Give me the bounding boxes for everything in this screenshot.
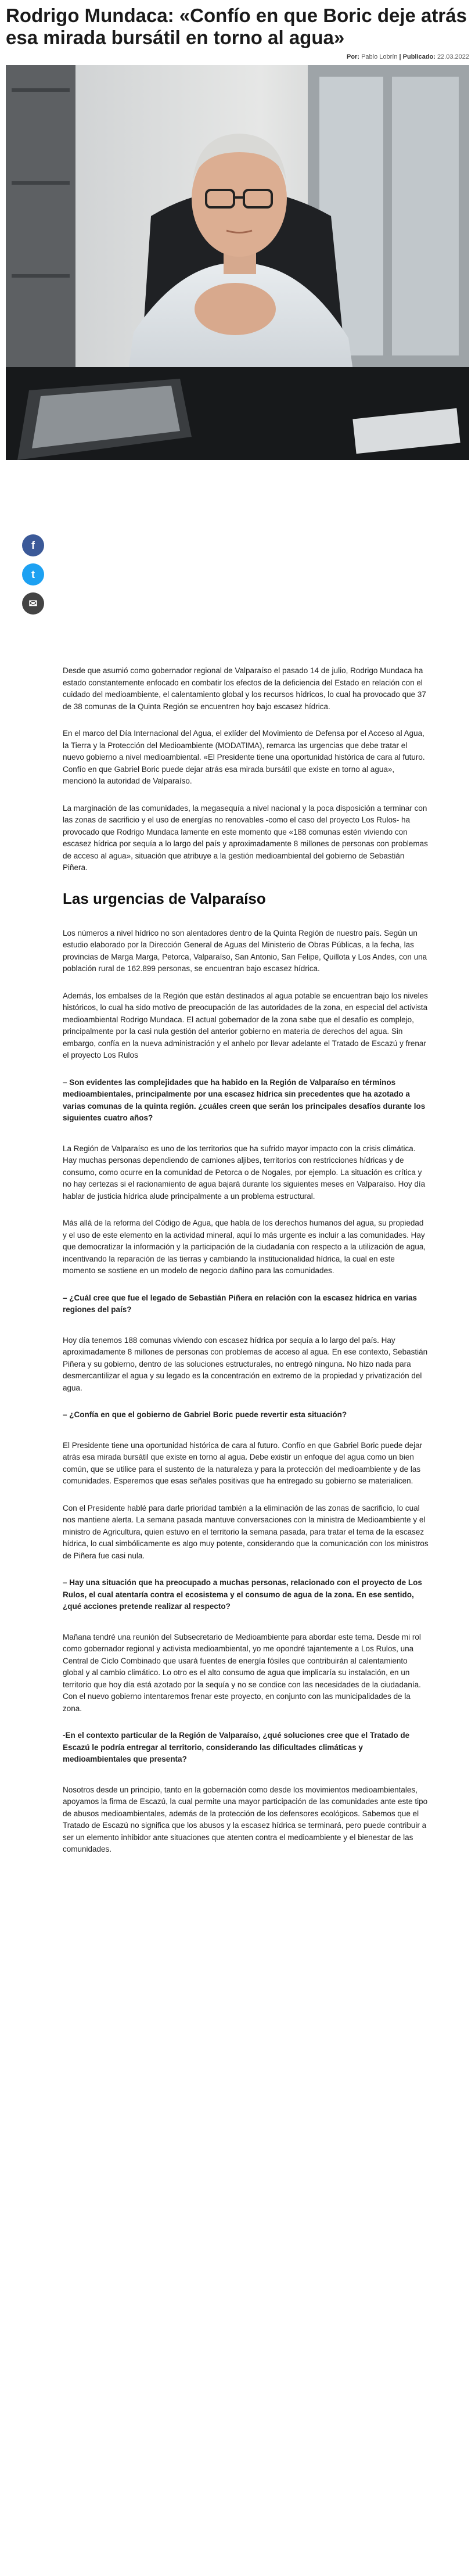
interview-question: – ¿Cuál cree que fue el legado de Sebastián Piñera en relación con la escasez hídrica en varias regiones del país? xyxy=(63,1293,418,1314)
article-body xyxy=(63,665,429,1871)
interview-question: – ¿Confía en que el gobierno de Gabriel Boric puede revertir esta situación? xyxy=(63,1410,347,1419)
paragraph: Hoy día tenemos 188 comunas viviendo con escasez hídrica por sequía a lo largo del país. Hay aproximadamente 8 millones de personas con problemas de acceso al agua. En ese contexto, Sebastián Piñera y su gobierno, dentro de las soluciones estructurales, no entregó ninguna. No hizo nada para desmercantilizar el agua y su legado es la concentración en extremo de la propiedad y privatización del agua. xyxy=(63,1335,428,1392)
paragraph: Desde que asumió como gobernador regional de Valparaíso el pasado 14 de julio, Rodrigo Mundaca ha estado constantemente enfocado en combatir los efectos de la deficiencia del Estado en relación con el cuidado del medioambiente, el calentamiento global y los recursos hídricos, lo cual ha provocado que 37 de 38 comunas de la Quinta Región se encuentren hoy bajo escasez hídrica. xyxy=(63,666,426,711)
hero-photo xyxy=(6,65,469,460)
paragraph: Más allá de la reforma del Código de Agua, que habla de los derechos humanos del agua, su propiedad y el uso de este elemento en la actividad mineral, aquí lo más urgente es incluir a las comunidades. Hay que democratizar la información y la participación de la ciudadanía con respecto a la utilización de agua, incentivando la reparación de las tierras y cambiando la institucionalidad hídrica, la cual en este momento se sostiene en un modelo de negocio dañino para las comunidades. xyxy=(63,1219,426,1275)
author-name[interactable]: Pablo Lobrín xyxy=(361,53,398,60)
facebook-icon: f xyxy=(31,539,35,551)
paragraph: La marginación de las comunidades, la megasequía a nivel nacional y la poca disposición a terminar con las zonas de sacrificio y el uso de energías no renovables -como el caso del proyecto Los Rulos- ha provocado que Rodrigo Mundaca lamente en este momento que «188 comunas estén viviendo con escasez hídrica por sequía a lo largo del país y aproximadamente 8 millones de personas con problemas de acceso al agua», situación que atribuye a la gestión medioambiental del gobierno de Sebastián Piñera. xyxy=(63,803,428,872)
paragraph: En el marco del Día Internacional del Agua, el exlíder del Movimiento de Defensa por el Acceso al Agua, la Tierra y la Protección del Medioambiente (MODATIMA), remarca las urgencias que debe tratar el nuevo gobierno a nivel medioambiental. «El Presidente tiene una oportunidad histórica de cara al futuro. Confío en que Gabriel Boric puede dejar atrás esa mirada bursátil que existe en torno al agua», mencionó la autoridad de Valparaíso. xyxy=(63,729,425,785)
paragraph: Mañana tendré una reunión del Subsecretario de Medioambiente para abordar este tema. Desde mi rol como gobernador regional y activista medioambiental, yo me opondré tajantemente a Los Rulos, una Central de Ciclo Combinado que usará fuentes de energía fósiles que contribuirán al calentamiento global y al cambio climático. Lo otro es el alto consumo de agua que implicaría su instalación, en un territorio que hoy día está azotado por la sequía y no se condice con las necesidades de la ciudadanía. Con el nuevo gobierno intentaremos frenar este proyecto, en conjunto con las municipalidades de la zona. xyxy=(63,1632,421,1713)
paragraph: Los números a nivel hídrico no son alentadores dentro de la Quinta Región de nuestro país. Según un estudio elaborado por la Dirección General de Aguas del Ministerio de Obras Públicas, a la fecha, las provincias de Marga Marga, Petorca, Valparaíso, San Antonio, San Felipe, Quillota y Los Andes, con una población rural de 162.899 personas, se encuentran bajo escasez hídrica. xyxy=(63,928,427,973)
interview-question: – Son evidentes las complejidades que ha habido en la Región de Valparaíso en términos medioambientales, principalmente por una escasez hídrica sin precedentes que ha azotado a varias comunas de la quinta región. ¿cuáles creen que serán los principales desafíos durante los siguientes cuatro años? xyxy=(63,1077,426,1122)
email-icon: ✉ xyxy=(28,597,38,609)
twitter-share-button[interactable] xyxy=(22,563,44,585)
published-date: 22.03.2022 xyxy=(437,53,469,60)
byline-label: Por: xyxy=(347,53,359,60)
byline xyxy=(0,49,475,63)
published-label: | Publicado: xyxy=(399,53,436,60)
interview-question: – Hay una situación que ha preocupado a muchas personas, relacionado con el proyecto de Los Rulos, el cual atentaría contra el ecosistema y el consumo de agua de la zona. En ese sentido, ¿qué acciones pretende realizar al respecto? xyxy=(63,1578,422,1611)
section-heading: Las urgencias de Valparaíso xyxy=(63,889,266,907)
hero-photo-illustration xyxy=(6,65,469,460)
paragraph: La Región de Valparaíso es uno de los territorios que ha sufrido mayor impacto con la crisis climática. Hay muchas personas dependiendo de camiones aljibes, territorios con restricciones hídricas y de consumo, como ocurre en la comunidad de Petorca o de Nogales, por ejemplo. La situación es crítica y no hay certezas si el racionamiento de agua bajará durante los siguientes meses en Valparaíso. Hoy día hablar de justicia hídrica alude principalmente a un problema estructural. xyxy=(63,1144,426,1201)
share-bar xyxy=(22,534,45,621)
paragraph: El Presidente tiene una oportunidad histórica de cara al futuro. Confío en que Gabriel Boric puede dejar atrás esa mirada bursátil que existe en torno al agua. Debe existir un enfoque del agua como un bien común, que se utilice para el sustento de la naturaleza y para la protección del medioambiente y de las comunidades. Esperemos que esas señales positivas que ha entregado su gobierno se materialicen. xyxy=(63,1440,423,1485)
paragraph: Además, los embalses de la Región que están destinados al agua potable se encuentran bajo los niveles históricos, lo cual ha sido motivo de preocupación de las autoridades de la zona, en especial del activista medioambiental Rodrigo Mundaca. El actual gobernador de la zona sabe que el desafío es complejo, principalmente por la casi nula gestión del anterior gobierno en materia de derechos del agua. Sin embargo, confía en la nueva administración y el anhelo por llevar adelante el Tratado de Escazú y frenar el proyecto Los Rulos xyxy=(63,991,428,1059)
paragraph: Nosotros desde un principio, tanto en la gobernación como desde los movimientos medioambientales, apoyamos la firma de Escazú, la cual permite una mayor participación de las comunidades ante este tipo de abusos medioambientales, además de la protección de los defensores ecológicos. Sabemos que el Tratado de Escazú no significa que los abusos y la escasez hídrica se terminará, pero puede contribuir a ser un elemento inhibidor ante situaciones que atenten contra el medioambiente y el bienestar de las comunidades. xyxy=(63,1785,428,1853)
twitter-icon: t xyxy=(31,568,35,580)
facebook-share-button[interactable] xyxy=(22,534,44,556)
paragraph: Con el Presidente hablé para darle prioridad también a la eliminación de las zonas de sacrificio, lo cual nos mantiene alerta. La semana pasada mantuve conversaciones con la ministra de Medioambiente y el ministro de Agricultura, quien estuvo en el territorio la semana pasada, para tratar el tema de la escasez hídrica, lo cual simbólicamente es algo muy potente, considerando que la comunicación con los ministros de Piñera fue casi nula. xyxy=(63,1503,429,1560)
interview-question: -En el contexto particular de la Región de Valparaíso, ¿qué soluciones cree que el Tratado de Escazú le podría entregar al territorio, considerando las dificultades climáticas y medioambientales que presenta? xyxy=(63,1731,410,1763)
email-share-button[interactable] xyxy=(22,592,44,615)
article-title: Rodrigo Mundaca: «Confío en que Boric deje atrás esa mirada bursátil en torno al agua» xyxy=(6,5,467,48)
